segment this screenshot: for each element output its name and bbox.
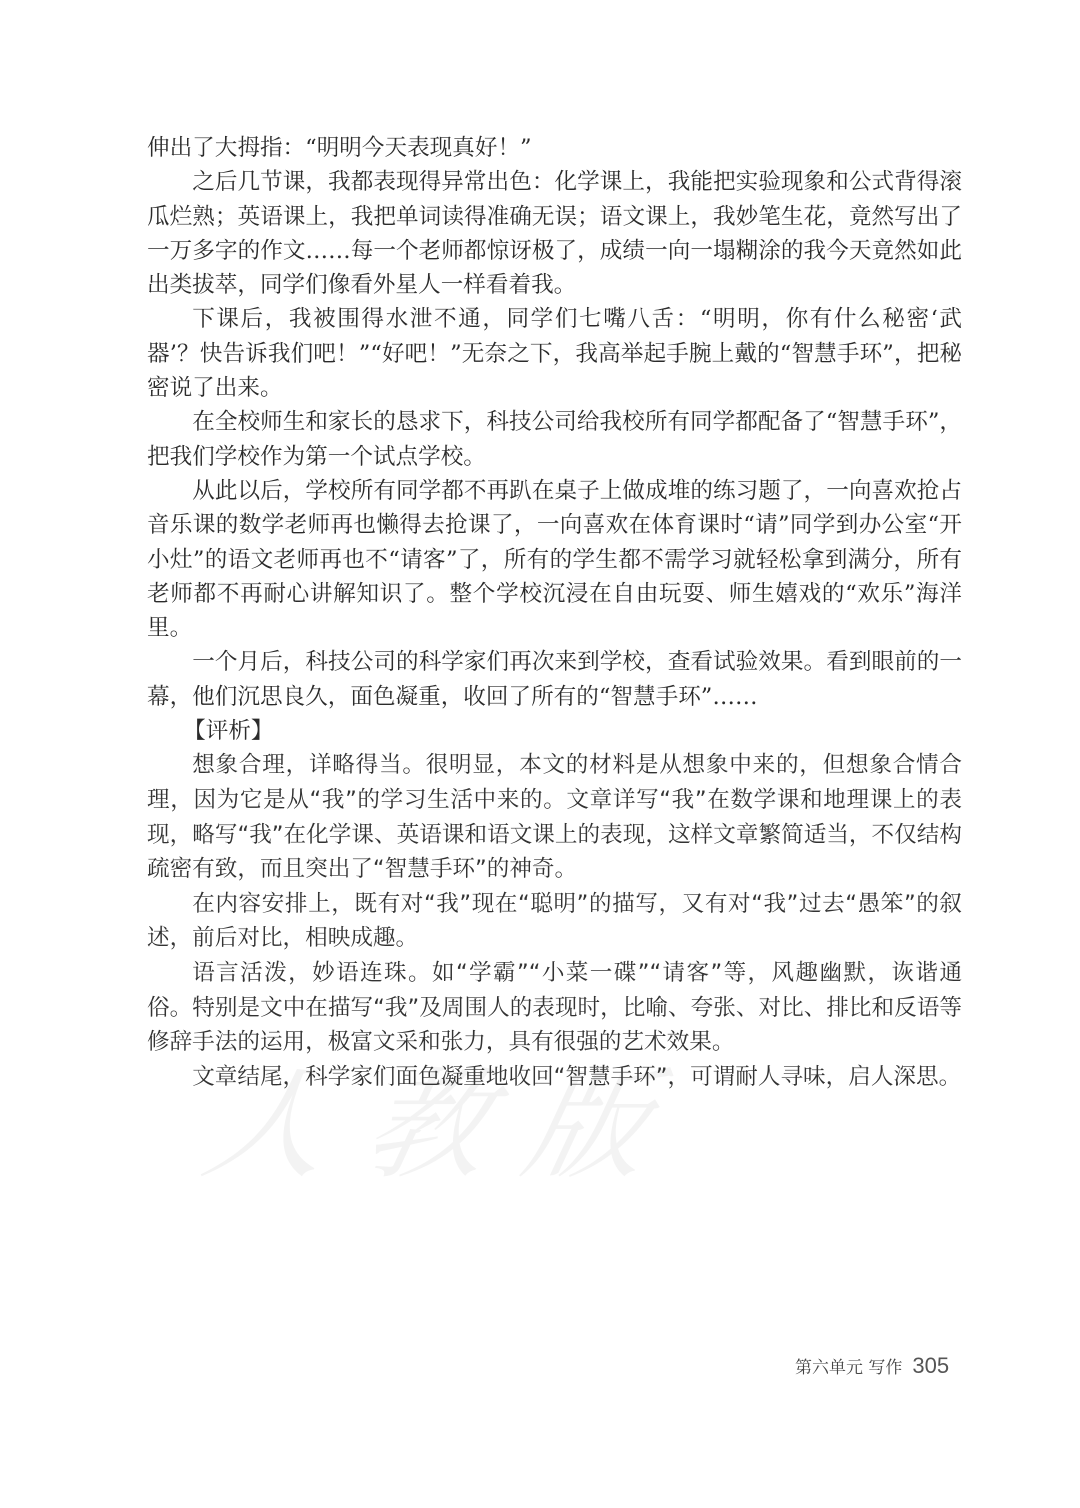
analysis-paragraph: 语言活泼，妙语连珠。如“学霸”“小菜一碟”“请客”等，风趣幽默，诙谐通俗。特别是文中在描写“我”及周围人的表现时，比喻、夸张、对比、排比和反语等修辞手法的运用，极富文采和张力，具有很强的艺术效果。 (147, 959, 962, 1056)
analysis-paragraph: 文章结尾，科学家们面色凝重地收回“智慧手环”，可谓耐人寻味，启人深思。 (192, 1063, 962, 1090)
story-paragraph: 之后几节课，我都表现得异常出色：化学课上，我能把实验现象和公式背得滚瓜烂熟；英语课上，我把单词读得准确无误；语文课上，我妙笔生花，竟然写出了一万多字的作文……每一个老师都惊讶极了，成绩一向一塌糊涂的我今天竟然如此出类拔萃，同学们像看外星人一样看着我。 (147, 169, 962, 299)
analysis-paragraph: 想象合理，详略得当。很明显，本文的材料是从想象中来的，但想象合情合理，因为它是从“我”的学习生活中来的。文章详写“我”在数学课和地理课上的表现，略写“我”在化学课、英语课和语文课上的表现，这样文章繁简适当，不仅结构疏密有致，而且突出了“智慧手环”的神奇。 (147, 752, 962, 883)
analysis-section (147, 748, 962, 1094)
page-body (147, 131, 962, 1094)
page-number: 305 (912, 1353, 950, 1378)
section-label: 第六单元 写作 (795, 1358, 903, 1378)
story-paragraph: 伸出了大拇指：“明明今天表现真好！” (147, 135, 532, 161)
story-paragraph: 在全校师生和家长的恳求下，科技公司给我校所有同学都配备了“智慧手环”，把我们学校作为第一个试点学校。 (147, 409, 962, 470)
story-paragraph: 从此以后，学校所有同学都不再趴在桌子上做成堆的练习题了，一向喜欢抢占音乐课的数学老师再也懒得去抢课了，一向喜欢在体育课时“请”同学到办公室“开小灶”的语文老师再也不“请客”了，所有的学生都不需学习就轻松拿到满分，所有老师都不再耐心讲解知识了。整个学校沉浸在自由玩耍、师生嬉戏的“欢乐”海洋里。 (147, 477, 962, 642)
story-section (147, 131, 962, 714)
page-footer (795, 1353, 949, 1379)
analysis-heading: 【评析】 (183, 718, 274, 745)
story-paragraph: 下课后，我被围得水泄不通，同学们七嘴八舌：“明明，你有什么秘密‘武器’？快告诉我们吧！”“好吧！”无奈之下，我高举起手腕上戴的“智慧手环”，把秘密说了出来。 (147, 306, 962, 402)
analysis-paragraph: 在内容安排上，既有对“我”现在“聪明”的描写，又有对“我”过去“愚笨”的叙述，前后对比，相映成趣。 (147, 890, 962, 952)
story-paragraph: 一个月后，科技公司的科学家们再次来到学校，查看试验效果。看到眼前的一幕，他们沉思良久，面色凝重，收回了所有的“智慧手环”…… (147, 649, 962, 710)
